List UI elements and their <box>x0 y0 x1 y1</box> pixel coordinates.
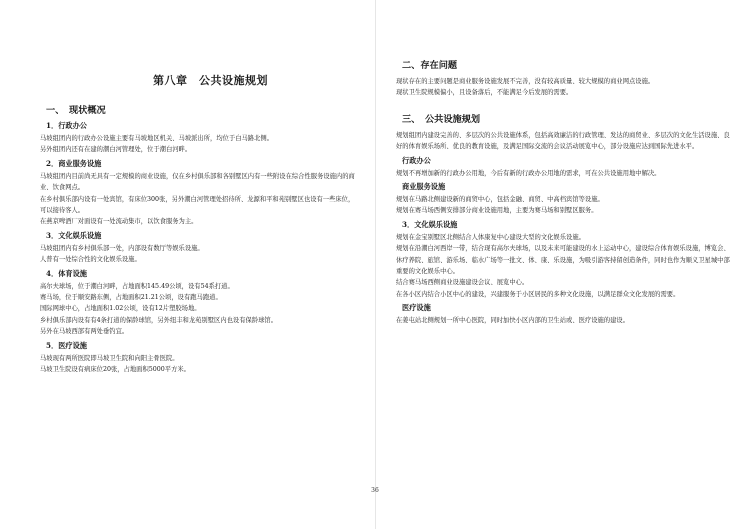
paragraph: 另外在马坡西部有两处垂钓宜。 <box>40 328 129 336</box>
sub-heading-medical: 5．医疗设施 <box>46 340 87 350</box>
paragraph: 现状卫生院规模偏小，且设备落后，不能满足今后发展的需要。 <box>396 89 573 97</box>
paragraph: 赛马场，位于顺安路东侧，占地面积21.21公顷，设有跑马跑道。 <box>40 294 222 302</box>
paragraph: 在燕京啤酒厂对面设有一处流动集市，以饮食服务为主。 <box>40 218 198 226</box>
section-heading-2: 二、存在问题 <box>402 60 458 71</box>
paragraph: 马坡现有两所医院即马坡卫生院和向阳主骨医院。 <box>40 354 179 362</box>
paragraph: 在乡村俱乐部内设有一处宾馆，有床位300张，另外潮白河管理处招待所、龙源和平和苑别墅区也设有一些床位，可以接待客人。 <box>40 195 355 215</box>
paragraph: 规划在赛马场西侧安排部分商业设施用地，主要为赛马场和别墅区服务。 <box>396 207 598 215</box>
paragraph: 马坡组团内有乡村俱乐部一处，内部设有数厅等娱乐设施。 <box>40 244 204 252</box>
paragraph: 规划在马路北侧建设新的商贸中心，包括金融、商贸、中高档宾馆等设施。 <box>396 196 604 204</box>
section-heading-1: 一、 现状概况 <box>46 105 106 116</box>
sub-heading-sports: 4．体育设施 <box>46 268 87 278</box>
sub-heading-commerce-plan: 商业服务设施 <box>402 182 446 192</box>
sub-heading-culture: 3．文化娱乐设施 <box>46 230 102 240</box>
paragraph: 在姜屯站北侧规划一所中心医院，同时加快小区内部的卫生站或、医疗设施的建设。 <box>396 317 629 325</box>
paragraph: 规划在金宝别墅区北侧结合人体康复中心建设大型的文化娱乐设施。 <box>396 233 585 241</box>
sub-heading-medical-plan: 医疗设施 <box>402 303 431 313</box>
paragraph: 规划组团内建设完善的、多层次的公共设施体系，包括高效廉洁的行政管理、发达的商贸业、多层次的文化生活设施、良好的体育娱乐场所、优良的教育设施，及满足国际交流的会议活动展览中心，部分设施应达到国际先进水平。 <box>396 131 730 151</box>
paragraph: 马坡卫生院设有病床位20张，占地面积5000平方米。 <box>40 366 190 374</box>
paragraph: 规划不再增加新的行政办公用地，今后有新的行政办公用地的需求，可在公共设施用地中解决。 <box>396 169 661 177</box>
paragraph: 人普有一处综合性的文化娱乐设施。 <box>40 256 141 264</box>
section-heading-3: 三、 公共设施规划 <box>402 113 481 125</box>
paragraph: 另外组团内还有在建的潮白河管理处，位于潮白河畔。 <box>40 146 192 154</box>
chapter-title: 第八章 公共设施规划 <box>153 74 268 87</box>
paragraph: 乡村俱乐部内设有有4条打道的保龄球馆，另外纽丰和龙苑别墅区内也设有保龄球馆。 <box>40 316 277 324</box>
paragraph: 高尔夫球场，位于潮白河畔，占地面积145.49公顷，设有54系打道。 <box>40 282 234 290</box>
paragraph: 结合赛马场西侧商业设施建设会议、展览中心。 <box>396 279 529 287</box>
paragraph: 现状存在的主要问题是商业服务设施发展不完善，没有较高质量、较大规模的商业网点设施。 <box>396 78 655 85</box>
paragraph: 国际网球中心，占地面积1.02公顷，设有12片塑胶场地。 <box>40 305 201 313</box>
paragraph: 马坡组团内目前尚无具有一定规模的商业设施，仅在乡村俱乐部和各别墅区内有一些附设在综合性服务设施内的商业、饮食网点。 <box>40 172 355 192</box>
sub-heading-culture-plan: 3．文化娱乐设施 <box>402 219 458 229</box>
sub-heading-admin-plan: 行政办公 <box>402 155 431 165</box>
paragraph: 在各小区内结合小区中心的建设，兴建服务于小区居民的多种文化设施，以满足群众文化发展的需要。 <box>396 290 680 298</box>
page-number: 36 <box>371 487 379 494</box>
sub-heading-commerce: 2．商业服务设施 <box>46 158 102 168</box>
sub-heading-admin: 1．行政办公 <box>46 121 87 130</box>
paragraph: 马坡组团内的行政办公设施主要有马坡地区机关、马坡派出所，均位于白马路北侧。 <box>40 135 273 142</box>
right-page <box>375 0 750 529</box>
paragraph: 规划在沿潮白河西岸一带，结合现有高尔夫球场，以及未来可能建设的水上运动中心，建设综合体育娱乐设施，博览会、休疗养院、旅馆、游乐场、临水广场等一批文、体、康、乐设施，为吸引游客持留创造条件，同时也作为顺义卫星城中部重要的文化娱乐中心。 <box>396 245 730 276</box>
